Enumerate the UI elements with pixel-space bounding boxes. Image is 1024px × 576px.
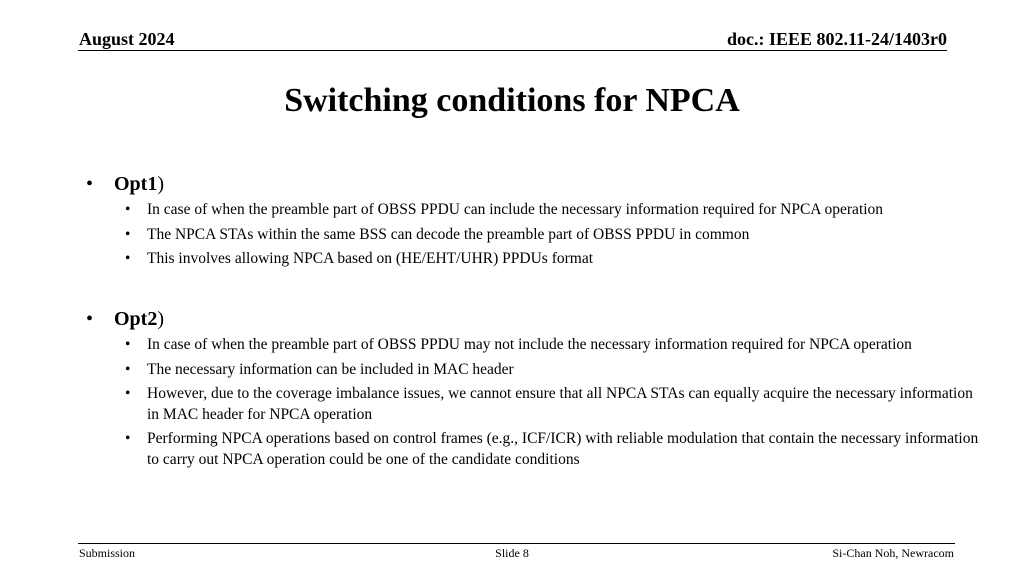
option-heading: • Opt1): [86, 173, 165, 195]
list-item: • Performing NPCA operations based on control frames (e.g., ICF/ICR) with reliable modulation that contain the necessary information to carry out NPCA operation could be one of the candidate conditions: [125, 430, 979, 468]
option-heading: • Opt2): [86, 308, 165, 330]
option-label: Opt2: [114, 308, 158, 330]
bullet-icon: •: [125, 250, 131, 267]
option-1: [86, 173, 986, 270]
bullet-icon: •: [125, 201, 131, 218]
option-label: Opt1: [114, 173, 158, 195]
bullet-icon: •: [125, 225, 131, 243]
footer-author: Si-Chan Noh, Newracom: [832, 546, 954, 560]
slide-title: Switching conditions for NPCA: [284, 82, 740, 119]
bullet-icon: •: [125, 336, 131, 353]
footer-divider: [78, 543, 955, 544]
list-item: • The necessary information can be included in MAC header: [125, 360, 986, 381]
header-doc-id: doc.: IEEE 802.11-24/1403r0: [726, 29, 947, 49]
list-item: • In case of when the preamble part of OBSS PPDU may not include the necessary information required for NPCA operation: [125, 335, 986, 356]
bullet-icon: •: [86, 308, 94, 330]
bullet-icon: •: [125, 430, 131, 447]
footer-slide-number: Slide 8: [495, 546, 529, 560]
option-2: [86, 308, 986, 470]
list-item: • This involves allowing NPCA based on (HE/EHT/UHR) PPDUs format: [125, 249, 986, 270]
list-item: • However, due to the coverage imbalance issues, we cannot ensure that all NPCA STAs can equally acquire the necessary information in MAC header for NPCA operation: [125, 385, 973, 423]
bullet-icon: •: [125, 385, 131, 402]
header-divider: [78, 50, 947, 51]
bullet-icon: •: [86, 173, 94, 195]
header-date: August 2024: [79, 29, 175, 49]
list-item: • In case of when the preamble part of OBSS PPDU can include the necessary information required for NPCA operation: [125, 200, 986, 221]
footer-submission: Submission: [79, 546, 136, 560]
bullet-icon: •: [125, 360, 131, 378]
list-item: • The NPCA STAs within the same BSS can decode the preamble part of OBSS PPDU in common: [125, 225, 986, 246]
